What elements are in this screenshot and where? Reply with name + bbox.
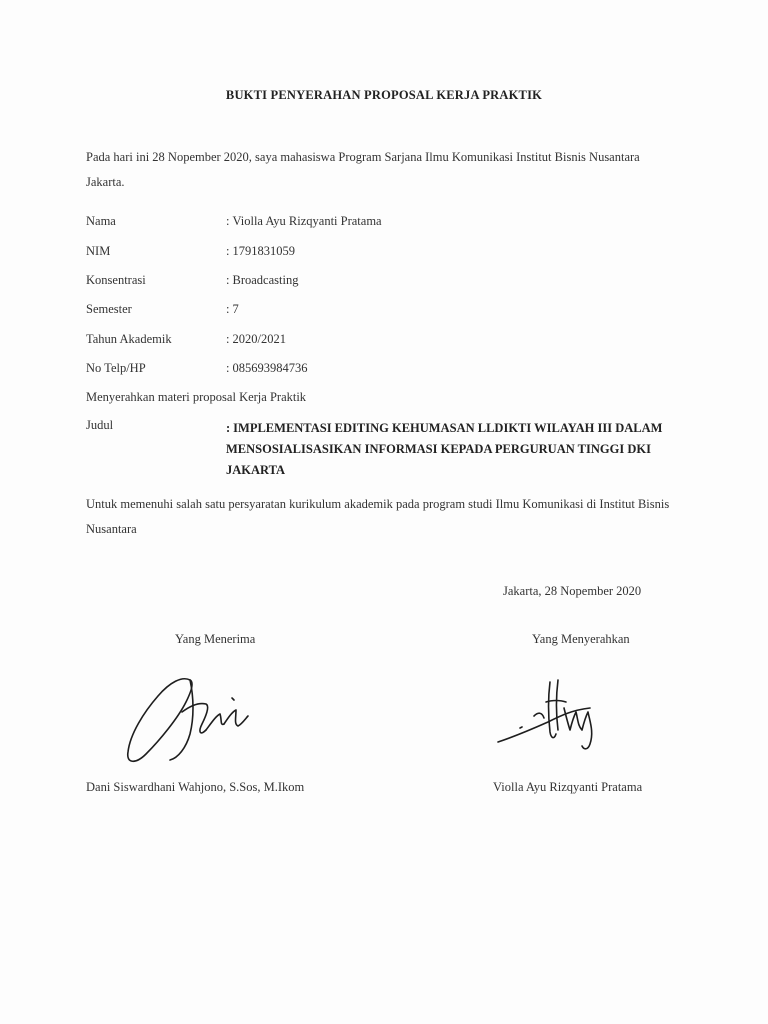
sender-signature: [490, 672, 620, 752]
field-label: NIM: [86, 244, 111, 258]
sender-name: Violla Ayu Rizqyanti Pratama: [493, 780, 643, 794]
receiver-name: Dani Siswardhani Wahjono, S.Sos, M.Ikom: [86, 780, 305, 794]
field-label: Tahun Akademik: [86, 332, 172, 346]
field-label: No Telp/HP: [86, 361, 146, 375]
field-row-nim: NIM : 1791831059: [86, 244, 295, 258]
document-page: BUKTI PENYERAHAN PROPOSAL KERJA PRAKTIK Pada hari ini 28 Nopember 2020, saya mahasiswa Program Sarjana Ilmu Komunikasi Institut Bisnis Nusantara Jakarta. Nama : Violla Ayu Rizqyanti Pratama NIM : 1791831059 Konsentrasi : Broadcasting Semester : 7 Tahun Akademik : 2020/2021 No Telp/HP : 085693984736 Menyerahkan materi proposal Kerja Praktik Judul : IMPLEMENTASI EDITING KEHUMASAN LLDIKTI WILAYAH III DALAM MENSOSIALISASIKAN INFORMASI KEPADA PERGURUAN TINGGI DKI JAKARTA Untuk memenuhi salah satu persyaratan kurikulum akademik pada program studi Ilmu Komunikasi di Institut Bisnis Nusantara Jakarta, 28 Nopember 2020 Yang Menerima Yang Menyerahkan Dani Siswardhani Wahjono, S.Sos, M.Ikom Violla Ayu Rizqyanti Pratama: [0, 0, 768, 1024]
place-date: Jakarta, 28 Nopember 2020: [503, 584, 642, 598]
field-value: Broadcasting: [232, 273, 299, 287]
field-row-tahun-akademik: Tahun Akademik : 2020/2021: [86, 332, 286, 346]
field-row-no-telp: No Telp/HP : 085693984736: [86, 361, 308, 375]
field-value: 7: [232, 302, 239, 316]
field-row-semester: Semester : 7: [86, 302, 239, 316]
intro-paragraph: Pada hari ini 28 Nopember 2020, saya mahasiswa Program Sarjana Ilmu Komunikasi Institut Bisnis Nusantara Jakarta.: [86, 150, 640, 189]
field-label: Nama: [86, 214, 116, 228]
purpose-paragraph: Untuk memenuhi salah satu persyaratan kurikulum akademik pada program studi Ilmu Komunikasi di Institut Bisnis Nusantara: [86, 497, 670, 536]
field-label: Semester: [86, 302, 132, 316]
field-value: 1791831059: [232, 244, 295, 258]
field-value: 2020/2021: [232, 332, 286, 346]
receiver-role: Yang Menerima: [175, 632, 256, 646]
field-value: 085693984736: [232, 361, 308, 375]
submit-line: [86, 390, 676, 412]
field-row-konsentrasi: Konsentrasi : Broadcasting: [86, 273, 299, 287]
field-value: Violla Ayu Rizqyanti Pratama: [232, 214, 382, 228]
receiver-signature: [120, 668, 270, 773]
submit-text: Menyerahkan materi proposal Kerja Praktik: [86, 390, 307, 404]
sender-role: Yang Menyerahkan: [532, 632, 630, 646]
judul-label: Judul: [86, 418, 114, 432]
field-label: Konsentrasi: [86, 273, 146, 287]
field-row-nama: Nama : Violla Ayu Rizqyanti Pratama: [86, 214, 382, 228]
document-title: BUKTI PENYERAHAN PROPOSAL KERJA PRAKTIK: [225, 88, 543, 102]
judul-value: IMPLEMENTASI EDITING KEHUMASAN LLDIKTI WILAYAH III DALAM MENSOSIALISASIKAN INFORMASI KEPADA PERGURUAN TINGGI DKI JAKARTA: [226, 421, 663, 477]
